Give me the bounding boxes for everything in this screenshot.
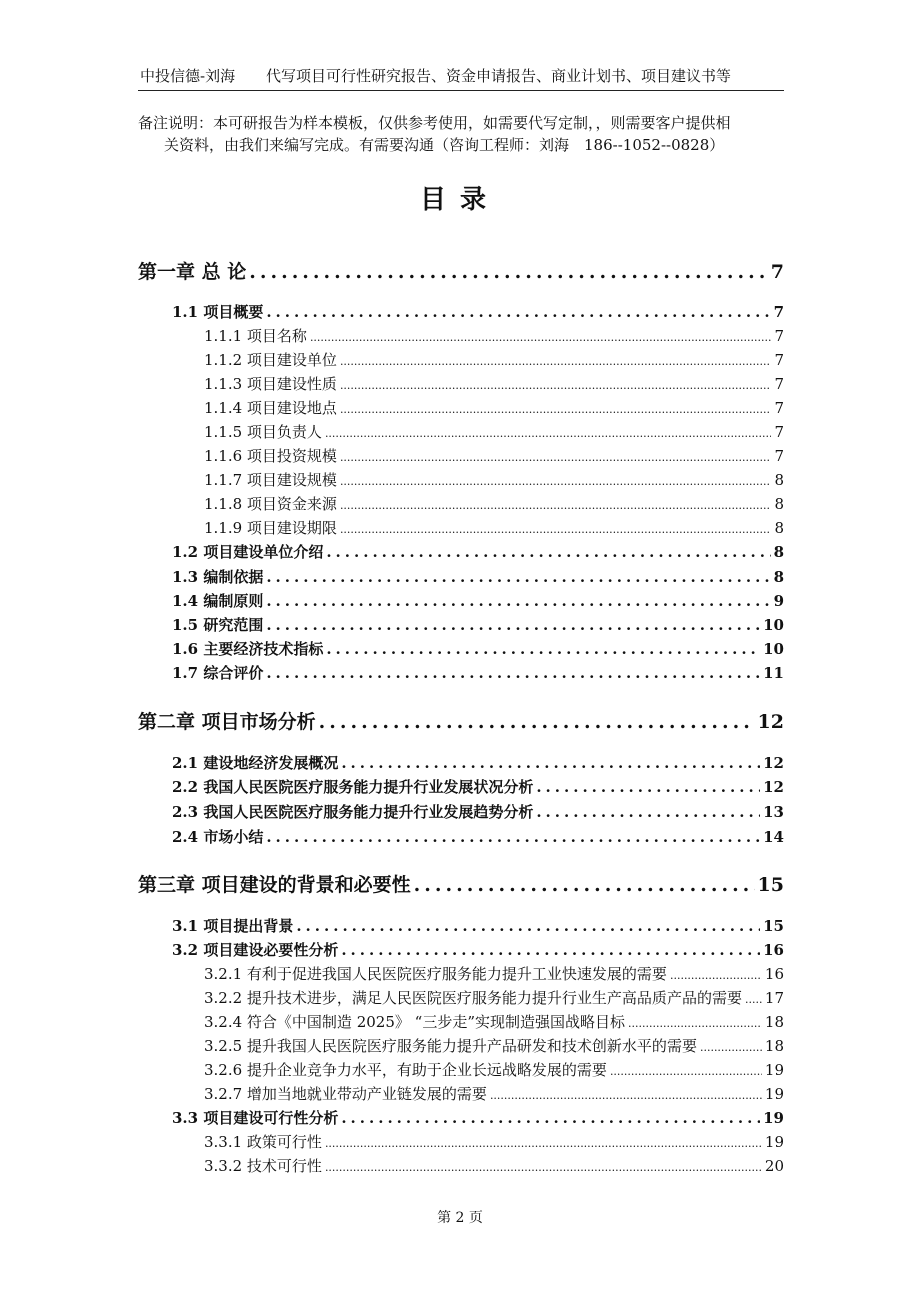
toc-entry-sub[interactable] — [204, 373, 784, 395]
toc-entry-sub[interactable] — [204, 1083, 784, 1105]
toc-entry-label: 2.2 我国人民医院医疗服务能力提升行业发展状况分析 — [172, 778, 534, 796]
toc-entry-sub[interactable] — [204, 987, 784, 1009]
toc-entry-label: 1.2 项目建设单位介绍 — [172, 543, 324, 561]
toc-dot-leader — [340, 351, 772, 369]
toc-dot-leader — [266, 592, 770, 610]
toc-entry-sub[interactable] — [204, 1131, 784, 1153]
toc-entry-page-number: 13 — [763, 803, 784, 821]
toc-entry-page-number: 7 — [774, 399, 784, 417]
toc-entry-label: 1.5 研究范围 — [172, 616, 264, 634]
toc-dot-leader — [628, 1013, 762, 1031]
toc-dot-leader — [341, 754, 760, 772]
toc-entry-page-number: 19 — [764, 1085, 784, 1103]
toc-dot-leader — [670, 965, 762, 983]
toc-entry-section[interactable] — [172, 776, 784, 798]
toc-entry-page-number: 7 — [773, 303, 784, 321]
toc-dot-leader — [326, 543, 770, 561]
toc-entry-page-number: 15 — [763, 917, 784, 935]
toc-dot-leader — [340, 471, 772, 489]
toc-entry-section[interactable] — [172, 826, 784, 848]
toc-entry-page-number: 10 — [763, 616, 784, 634]
toc-entry-label: 3.2.5 提升我国人民医院医疗服务能力提升产品研发和技术创新水平的需要 — [204, 1037, 697, 1055]
toc-entry-label: 1.1 项目概要 — [172, 303, 264, 321]
toc-dot-leader — [266, 303, 770, 321]
toc-dot-leader — [745, 989, 762, 1007]
toc-entry-sub[interactable] — [204, 1011, 784, 1033]
toc-entry-label: 3.2.2 提升技术进步，满足人民医院医疗服务能力提升行业生产高品质产品的需要 — [204, 989, 742, 1007]
toc-entry-sub[interactable] — [204, 1059, 784, 1081]
toc-dot-leader — [536, 803, 760, 821]
toc-entry-label: 第三章 项目建设的背景和必要性 — [138, 874, 411, 896]
toc-entry-label: 第一章 总 论 — [138, 261, 247, 283]
toc-dot-leader — [340, 447, 772, 465]
toc-entry-page-number: 9 — [773, 592, 784, 610]
toc-dot-leader — [340, 519, 772, 537]
toc-entry-label: 3.2.6 提升企业竞争力水平，有助于企业长远战略发展的需要 — [204, 1061, 607, 1079]
toc-entry-label: 1.6 主要经济技术指标 — [172, 640, 324, 658]
toc-entry-page-number: 8 — [774, 471, 784, 489]
toc-entry-sub[interactable] — [204, 963, 784, 985]
toc-dot-leader — [340, 399, 772, 417]
toc-entry-sub[interactable] — [204, 421, 784, 443]
toc-entry-section[interactable] — [172, 1107, 784, 1129]
toc-entry-page-number: 12 — [757, 711, 784, 733]
toc-entry-label: 1.3 编制依据 — [172, 568, 264, 586]
toc-entry-page-number: 20 — [764, 1157, 784, 1175]
toc-entry-sub[interactable] — [204, 517, 784, 539]
toc-entry-section[interactable] — [172, 939, 784, 961]
toc-entry-label: 3.2.1 有利于促进我国人民医院医疗服务能力提升工业快速发展的需要 — [204, 965, 667, 983]
toc-entry-page-number: 7 — [770, 261, 784, 283]
toc-entry-sub[interactable] — [204, 349, 784, 371]
toc-entry-chapter[interactable] — [138, 257, 784, 287]
toc-entry-page-number: 19 — [764, 1061, 784, 1079]
toc-entry-label: 1.1.6 项目投资规模 — [204, 447, 337, 465]
toc-entry-page-number: 7 — [774, 327, 784, 345]
toc-dot-leader — [325, 1157, 762, 1175]
toc-dot-leader — [341, 941, 760, 959]
toc-entry-page-number: 12 — [763, 754, 784, 772]
toc-dot-leader — [341, 1109, 760, 1127]
toc-entry-page-number: 7 — [774, 423, 784, 441]
toc-entry-section[interactable] — [172, 614, 784, 636]
toc-dot-leader — [266, 828, 760, 846]
toc-dot-leader — [296, 917, 760, 935]
remark-line-2: 关资料，由我们来编写完成。有需要沟通（咨询工程师：刘海 186--1052--0828） — [164, 136, 725, 154]
header-author: 中投信德-刘海 — [140, 67, 236, 85]
toc-entry-page-number: 7 — [774, 351, 784, 369]
toc-dot-leader — [340, 495, 772, 513]
toc-entry-label: 1.1.7 项目建设规模 — [204, 471, 337, 489]
toc-entry-label: 第二章 项目市场分析 — [138, 711, 316, 733]
toc-entry-page-number: 19 — [763, 1109, 784, 1127]
toc-dot-leader — [536, 778, 760, 796]
toc-dot-leader — [325, 1133, 762, 1151]
toc-entry-section[interactable] — [172, 566, 784, 588]
remark-line-1: 备注说明：本可研报告为样本模板，仅供参考使用，如需要代写定制，，则需要客户提供相 — [138, 114, 731, 132]
toc-entry-page-number: 7 — [774, 447, 784, 465]
toc-entry-page-number: 8 — [774, 495, 784, 513]
toc-entry-page-number: 16 — [764, 965, 784, 983]
toc-entry-label: 1.1.9 项目建设期限 — [204, 519, 337, 537]
toc-entry-label: 1.4 编制原则 — [172, 592, 264, 610]
toc-entry-page-number: 11 — [763, 664, 784, 682]
toc-entry-page-number: 7 — [774, 375, 784, 393]
toc-entry-page-number: 16 — [763, 941, 784, 959]
toc-dot-leader — [340, 375, 772, 393]
toc-entry-page-number: 8 — [773, 543, 784, 561]
toc-entry-sub[interactable] — [204, 1035, 784, 1057]
toc-entry-label: 3.2.7 增加当地就业带动产业链发展的需要 — [204, 1085, 487, 1103]
toc-entry-sub[interactable] — [204, 1155, 784, 1177]
toc-dot-leader — [266, 616, 760, 634]
toc-dot-leader — [266, 664, 760, 682]
toc-dot-leader — [700, 1037, 762, 1055]
toc-entry-label: 3.1 项目提出背景 — [172, 917, 294, 935]
toc-entry-sub[interactable] — [204, 325, 784, 347]
toc-entry-label: 3.3.1 政策可行性 — [204, 1133, 322, 1151]
toc-dot-leader — [249, 261, 768, 283]
toc-entry-page-number: 8 — [773, 568, 784, 586]
toc-entry-page-number: 18 — [764, 1013, 784, 1031]
toc-entry-section[interactable] — [172, 662, 784, 684]
toc-entry-section[interactable] — [172, 638, 784, 660]
toc-entry-label: 1.1.4 项目建设地点 — [204, 399, 337, 417]
toc-dot-leader — [310, 327, 772, 345]
toc-entry-sub[interactable] — [204, 445, 784, 467]
toc-entry-section[interactable] — [172, 915, 784, 937]
toc-dot-leader — [610, 1061, 762, 1079]
toc-entry-label: 1.1.5 项目负责人 — [204, 423, 322, 441]
toc-entry-sub[interactable] — [204, 493, 784, 515]
toc-entry-label: 2.4 市场小结 — [172, 828, 264, 846]
toc-entry-page-number: 10 — [763, 640, 784, 658]
toc-entry-chapter[interactable] — [138, 707, 784, 737]
toc-entry-label: 1.1.8 项目资金来源 — [204, 495, 337, 513]
toc-entry-page-number: 19 — [764, 1133, 784, 1151]
toc-entry-page-number: 14 — [763, 828, 784, 846]
toc-dot-leader — [266, 568, 770, 586]
toc-dot-leader — [326, 640, 760, 658]
toc-entry-section[interactable] — [172, 301, 784, 323]
toc-entry-label: 3.3.2 技术可行性 — [204, 1157, 322, 1175]
toc-entry-section[interactable] — [172, 590, 784, 612]
toc-entry-section[interactable] — [172, 752, 784, 774]
toc-dot-leader — [414, 874, 755, 896]
toc-entry-section[interactable] — [172, 801, 784, 823]
toc-entry-label: 1.1.3 项目建设性质 — [204, 375, 337, 393]
toc-dot-leader — [319, 711, 755, 733]
toc-entry-page-number: 17 — [764, 989, 784, 1007]
toc-entry-label: 3.2.4 符合《中国制造 2025》 “三步走”实现制造强国战略目标 — [204, 1013, 625, 1031]
toc-entry-sub[interactable] — [204, 397, 784, 419]
toc-entry-page-number: 12 — [763, 778, 784, 796]
toc-dot-leader — [490, 1085, 762, 1103]
toc-entry-label: 3.2 项目建设必要性分析 — [172, 941, 339, 959]
toc-entry-sub[interactable] — [204, 469, 784, 491]
toc-entry-chapter[interactable] — [138, 870, 784, 900]
toc-title: 目录 — [419, 185, 500, 215]
toc-entry-label: 2.3 我国人民医院医疗服务能力提升行业发展趋势分析 — [172, 803, 534, 821]
toc-entry-label: 2.1 建设地经济发展概况 — [172, 754, 339, 772]
toc-entry-section[interactable] — [172, 541, 784, 563]
toc-dot-leader — [325, 423, 772, 441]
toc-entry-label: 1.7 综合评价 — [172, 664, 264, 682]
toc-entry-page-number: 8 — [774, 519, 784, 537]
toc-entry-label: 1.1.2 项目建设单位 — [204, 351, 337, 369]
toc-entry-label: 1.1.1 项目名称 — [204, 327, 307, 345]
header-services: 代写项目可行性研究报告、资金申请报告、商业计划书、项目建议书等 — [266, 67, 732, 85]
toc-entry-page-number: 18 — [764, 1037, 784, 1055]
toc-entry-label: 3.3 项目建设可行性分析 — [172, 1109, 339, 1127]
toc-entry-page-number: 15 — [757, 874, 784, 896]
page-number: 第 2 页 — [437, 1210, 483, 1226]
